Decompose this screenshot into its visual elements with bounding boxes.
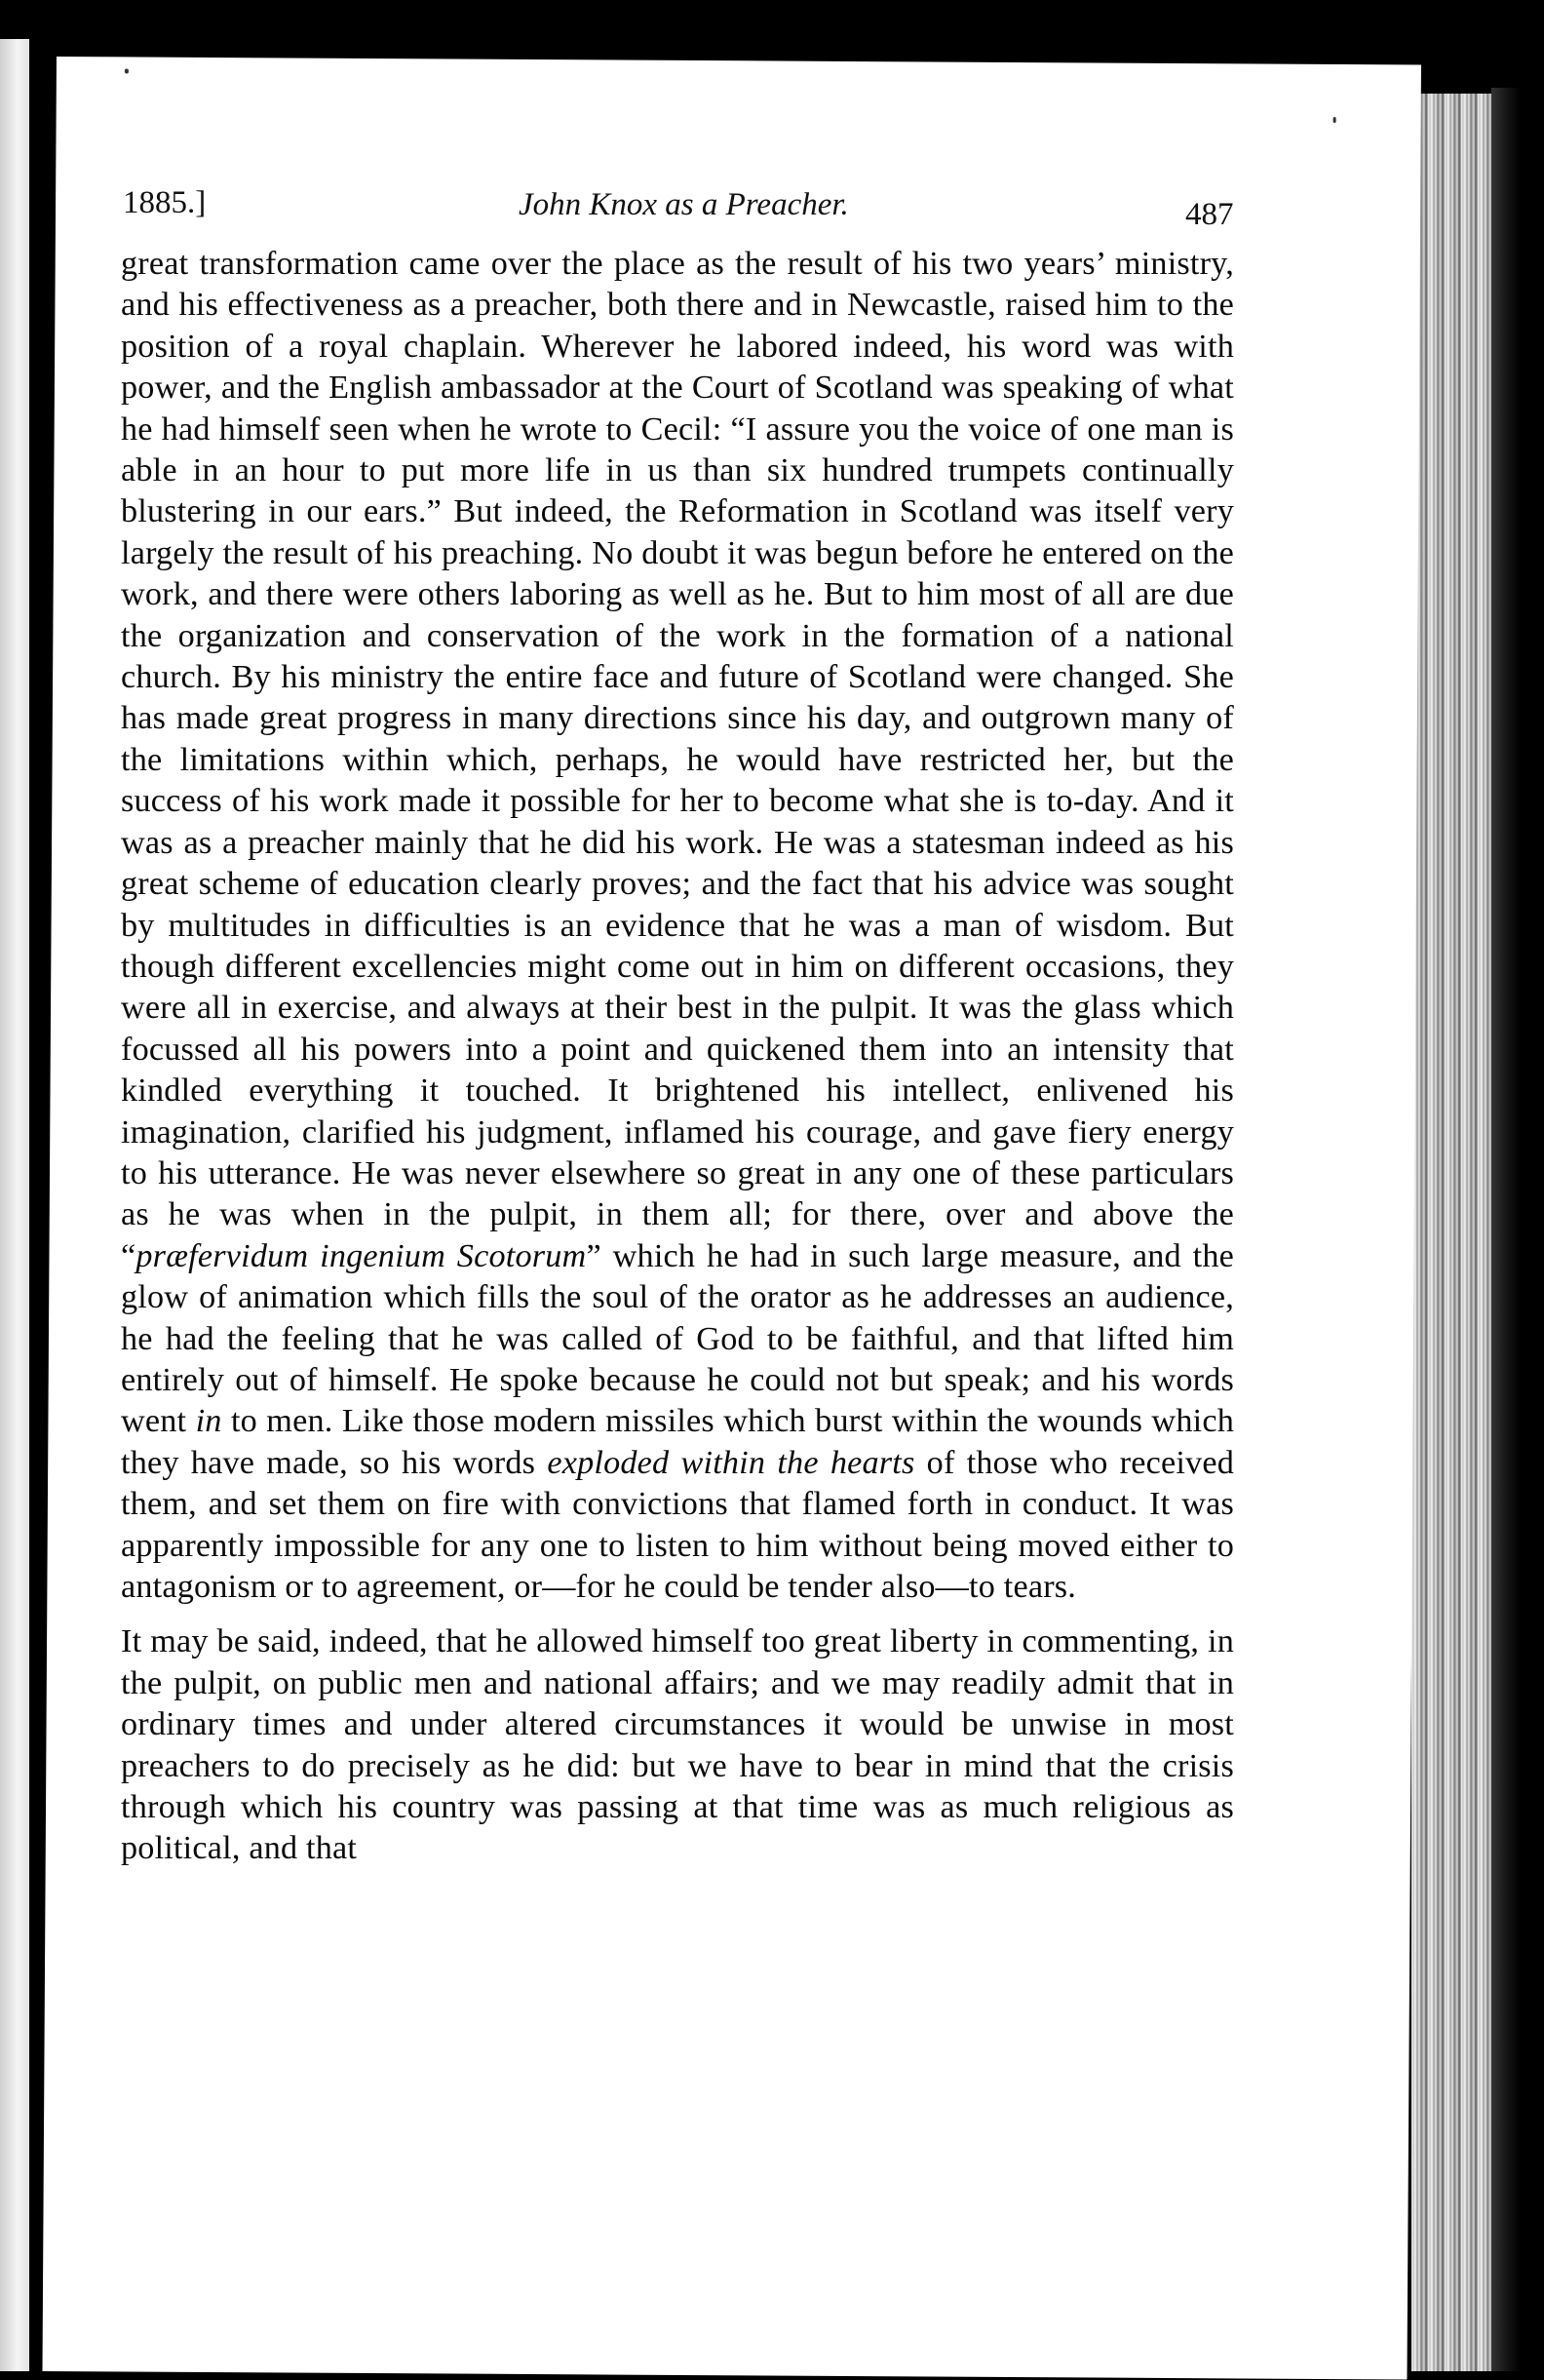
header-year: 1885.] xyxy=(123,185,207,220)
paragraph xyxy=(121,1621,1234,1869)
paragraph xyxy=(121,244,1234,1608)
emphasis: exploded within the hearts xyxy=(547,1444,915,1481)
text-run: to men. Like those modern missiles which burst within the wounds which they have made, so his words xyxy=(121,1403,1234,1481)
ink-speck xyxy=(125,68,129,73)
running-title: John Knox as a Preacher. xyxy=(519,187,849,222)
emphasis: in xyxy=(195,1403,222,1440)
latin-phrase: præfervidum ingenium Scotorum xyxy=(135,1237,587,1274)
page-number: 487 xyxy=(1185,197,1234,232)
text-run: great transformation came over the place as the result of his two years’ ministry, and his effectiveness as a preacher, both there and in Newcastle, raised him to the position of a royal chaplain. Wherever he labored indeed, his word was with power, and the English ambassador at the Court of Scotland was speaking of what he had himself seen when he wrote to Cecil: “I assure you the voice of one man is able in an hour to put more life in us than six hundred trumpets continually blustering in our ears.” But indeed, the Reformation in Scotland was itself very largely the result of his preaching. No doubt it was begun before he entered on the work, and there were others laboring as well as he. But to him most of all are due the organization and conservation of the work in the formation of a national church. By his ministry the entire face and future of Scotland were changed. She has made great progress in many directions since his day, and outgrown many of the limitations within which, perhaps, he would have restricted her, but the success of his work made it possible for her to become what she is to-day. And it was as a preacher mainly that he did his work. He was a statesman indeed as his great scheme of education clearly proves; and the fact that his advice was sought by multitudes in difficulties is an evidence that he was a man of wisdom. But though different excellencies might come out in him on different occasions, they were all in exercise, and always at their best in the pulpit. It was the glass which focussed all his powers into a point and quickened them into an intensity that kindled everything it touched. It brightened his intellect, enlivened his imagination, clarified his judgment, inflamed his courage, and gave fiery energy to his utterance. He was never elsewhere so great in any one of these particulars as he was when in the pulpit, in them all; for there, over and above the “ xyxy=(121,246,1234,1274)
text-run: It may be said, indeed, that he allowed himself too great liberty in commenting, in the pulpit, on public men and national affairs; and we may readily admit that in ordinary times and under altered circumstances it would be unwise in most preachers to do precisely as he did: but we have to bear in mind that the crisis through which his country was passing at that time was as much religious as political, and that xyxy=(121,1623,1234,1867)
ink-speck xyxy=(1333,117,1336,123)
text-run: of those who received them, and set them on fire with convictions that flamed forth in conduct. It was apparently impossible for any one to listen to him without being moved either to antagonism or to agreement, or—for he could be tender also—to tears. xyxy=(121,1444,1234,1605)
book-spine-shadow xyxy=(1491,88,1521,2371)
running-header xyxy=(123,176,1254,234)
text-run: ” which he had in such large measure, and the glow of animation which fills the soul of the orator as he addresses an audience, he had the feeling that he was called of God to be faithful, and that lifted him entirely out of himself. He spoke because he could not but speak; and his words went xyxy=(121,1237,1234,1440)
facing-page-edge xyxy=(0,39,29,2371)
body-text xyxy=(121,244,1234,1870)
